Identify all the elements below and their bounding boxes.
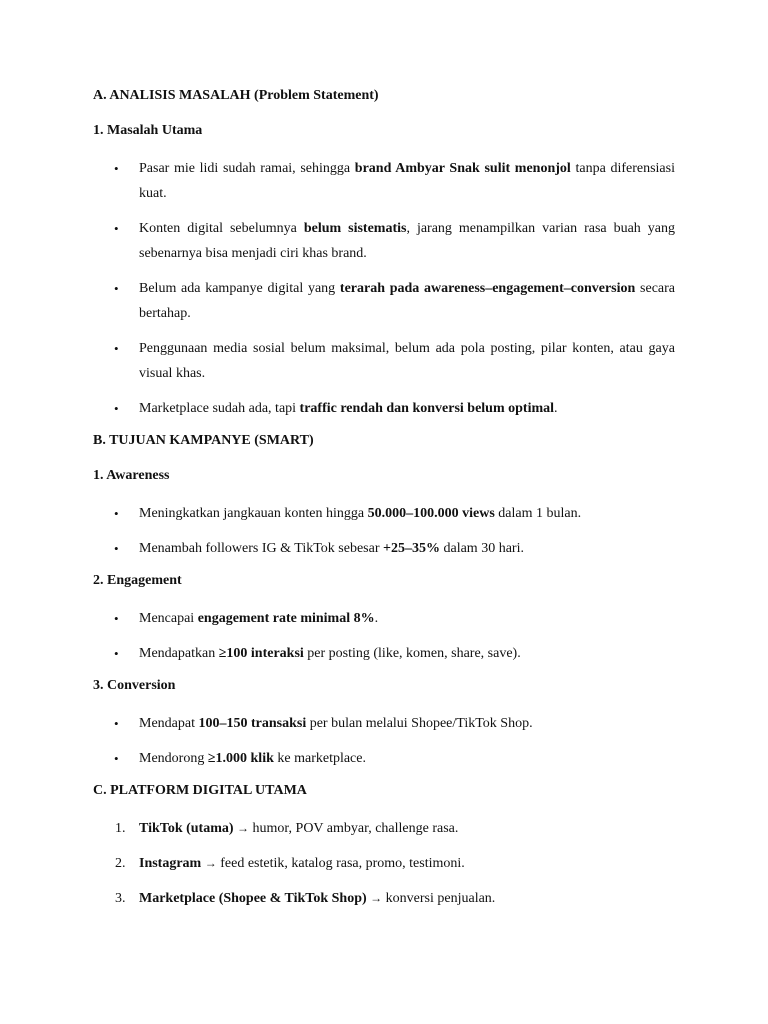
document-page — [93, 86, 675, 921]
section-b-sub3-title: 3. Conversion — [93, 678, 176, 693]
section-b-sub2-title: 2. Engagement — [93, 573, 182, 588]
list-item: • Konten digital sebelumnya belum sistematis, jarang menampilkan varian rasa buah yang sebenarnya bisa menjadi ciri khas brand. — [93, 216, 675, 266]
list-item: • Mendorong ≥1.000 klik ke marketplace. — [93, 746, 675, 771]
section-c-title: C. PLATFORM DIGITAL UTAMA — [93, 783, 307, 798]
engagement-list — [93, 606, 675, 666]
section-a-sub1-title: 1. Masalah Utama — [93, 123, 203, 138]
arrow-right-icon: → — [370, 891, 383, 905]
section-b-title: B. TUJUAN KAMPANYE (SMART) — [93, 433, 314, 448]
conversion-list — [93, 711, 675, 771]
list-item: 3. Marketplace (Shopee & TikTok Shop) → konversi penjualan. — [93, 886, 675, 911]
list-item: • Meningkatkan jangkauan konten hingga 50.000–100.000 views dalam 1 bulan. — [93, 501, 675, 526]
list-item: • Pasar mie lidi sudah ramai, sehingga brand Ambyar Snak sulit menonjol tanpa diferensiasi kuat. — [93, 156, 675, 206]
section-b-sub1-title: 1. Awareness — [93, 468, 170, 483]
list-item: • Menambah followers IG & TikTok sebesar +25–35% dalam 30 hari. — [93, 536, 675, 561]
awareness-list — [93, 501, 675, 561]
list-item: • Mendapat 100–150 transaksi per bulan melalui Shopee/TikTok Shop. — [93, 711, 675, 736]
list-item: • Mencapai engagement rate minimal 8%. — [93, 606, 675, 631]
arrow-right-icon: → — [204, 856, 217, 870]
list-item: • Marketplace sudah ada, tapi traffic rendah dan konversi belum optimal. — [93, 396, 675, 421]
list-item: 2. Instagram → feed estetik, katalog rasa, promo, testimoni. — [93, 851, 675, 876]
section-a-title: A. ANALISIS MASALAH (Problem Statement) — [93, 88, 379, 103]
list-item: • Belum ada kampanye digital yang terarah pada awareness–engagement–conversion secara bertahap. — [93, 276, 675, 326]
list-number: 1. — [115, 821, 126, 836]
list-item: • Mendapatkan ≥100 interaksi per posting (like, komen, share, save). — [93, 641, 675, 666]
arrow-right-icon: → — [237, 821, 250, 835]
list-number: 3. — [115, 891, 126, 906]
problem-list — [93, 156, 675, 421]
list-number: 2. — [115, 856, 126, 871]
list-item: 1. TikTok (utama) → humor, POV ambyar, challenge rasa. — [93, 816, 675, 841]
platform-list — [93, 816, 675, 911]
list-item: • Penggunaan media sosial belum maksimal, belum ada pola posting, pilar konten, atau gaya visual khas. — [93, 336, 675, 386]
